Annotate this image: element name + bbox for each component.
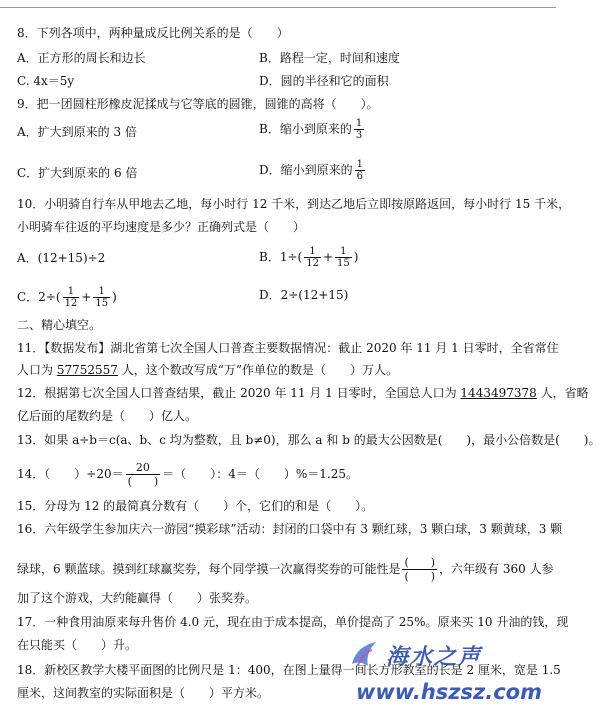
q17-line2: 在只能买（ ）升。 [17, 638, 138, 652]
q16-line3: 加了这个游戏，大约能赢得（ ）张奖券。 [17, 591, 258, 605]
q8-option-b: B．路程一定，时间和速度 [259, 51, 400, 65]
q12-line2: 亿后面的尾数约是（ ）亿人。 [17, 409, 198, 423]
top-rule [0, 7, 556, 8]
watermark-url: www.hszsz.com [356, 680, 542, 704]
q14: 14．（ ）÷20＝ $\frac{20}{( )}$ ＝（ ）：4＝（ ）%＝1.25。 [17, 461, 358, 488]
fraction: $\frac{1}{6}$ [356, 159, 363, 182]
q8-option-d: D．圆的半径和它的面积 [259, 74, 389, 88]
q12-line1: 12．根据第七次全国人口普查结果，截止 2020 年 11 月 1 日零时，全国总人口为 1443497378 人，省略 [17, 386, 589, 400]
q16-line1: 16．六年级学生参加庆六一游园“摸彩球”活动：封闭的口袋中有 3 颗红球，3 颗白球，3 颗黄球，3 颗 [17, 522, 563, 536]
section-heading: 二、精心填空。 [17, 318, 102, 332]
q9-option-c: C．扩大到原来的 6 倍 [17, 166, 138, 180]
q8-stem: 8．下列各项中，两种量成反比例关系的是（ ） [17, 26, 289, 40]
watermark-title: 海水之声 [386, 644, 483, 670]
fraction: $\frac{20}{( )}$ [127, 461, 159, 488]
q13: 13．如果 a÷b＝c(a、b、c 均为整数，且 b≠0)，那么 a 和 b 的最大公因数是( )，最小公倍数是( )。 [17, 433, 600, 447]
q8-option-c: C. 4x＝5y [17, 74, 75, 88]
q9-stem: 9．把一团圆柱形橡皮泥揉成与它等底的圆锥，圆锥的高将（ ）。 [17, 97, 379, 111]
q11-line2: 人口为 57752557 人，这个数改写成“万”作单位的数是（ ）万人。 [17, 363, 398, 377]
logo-icon [346, 638, 380, 672]
q10-line2: 小明骑车往返的平均速度是多少？正确列式是（ ） [17, 220, 306, 234]
q10-option-c: C．2÷( $\frac{1}{12}$ + $\frac{1}{15}$ ) [17, 286, 117, 309]
q18-line1: 18．新校区教学大楼平面图的比例尺是 1：400，在图上量得一间长方形教室的长是 2 厘米，宽是 1.5 [17, 663, 561, 677]
q10-line1: 10．小明骑自行车从甲地去乙地，每小时行 12 千米，到达乙地后立即按原路返回，每小时行 15 千米， [17, 197, 571, 211]
fraction: $\frac{1}{3}$ [355, 118, 363, 141]
q16-line2: 绿球，6 颗蓝球。摸到红球赢奖券，每个同学摸一次赢得奖券的可能性是 $\frac{( )}{( )}$ ，六年级有 360 人参 [17, 556, 554, 583]
fraction: $\frac{( )}{( )}$ [404, 556, 436, 583]
watermark [346, 638, 556, 709]
q8-option-a: A．正方形的周长和边长 [17, 51, 146, 65]
q18-line2: 厘米，这间教室的实际面积是（ ）平方米。 [17, 686, 270, 700]
q10-option-a: A．(12+15)÷2 [17, 251, 106, 265]
q9-option-a: A．扩大到原来的 3 倍 [17, 125, 137, 139]
q9-option-b: B．缩小到原来的 $\frac{1}{3}$ [259, 118, 363, 141]
q10-option-b: B．1÷( $\frac{1}{12}$ + $\frac{1}{15}$ ) [259, 246, 359, 269]
fraction: $\frac{1}{15}$ [95, 286, 109, 309]
fraction: $\frac{1}{12}$ [64, 286, 78, 309]
fraction: $\frac{1}{12}$ [306, 246, 319, 269]
q17-line1: 17．一种食用油原来每升售价 4.0 元，现在由于成本提高，单价提高了 25%。原来买 10 升油的钱，现 [17, 615, 569, 629]
fraction: $\frac{1}{15}$ [337, 246, 350, 269]
q15: 15．分母为 12 的最简真分数有（ ）个，它们的和是（ ）。 [17, 499, 374, 513]
q10-option-d: D．2÷(12+15) [259, 288, 349, 302]
q11-line1: 11．【数据发布】湖北省第七次全国人口普查主要数据情况：截止 2020 年 11 月 1 日零时，全省常住 [17, 341, 559, 355]
q9-option-d: D．缩小到原来的 $\frac{1}{6}$ [259, 159, 363, 182]
